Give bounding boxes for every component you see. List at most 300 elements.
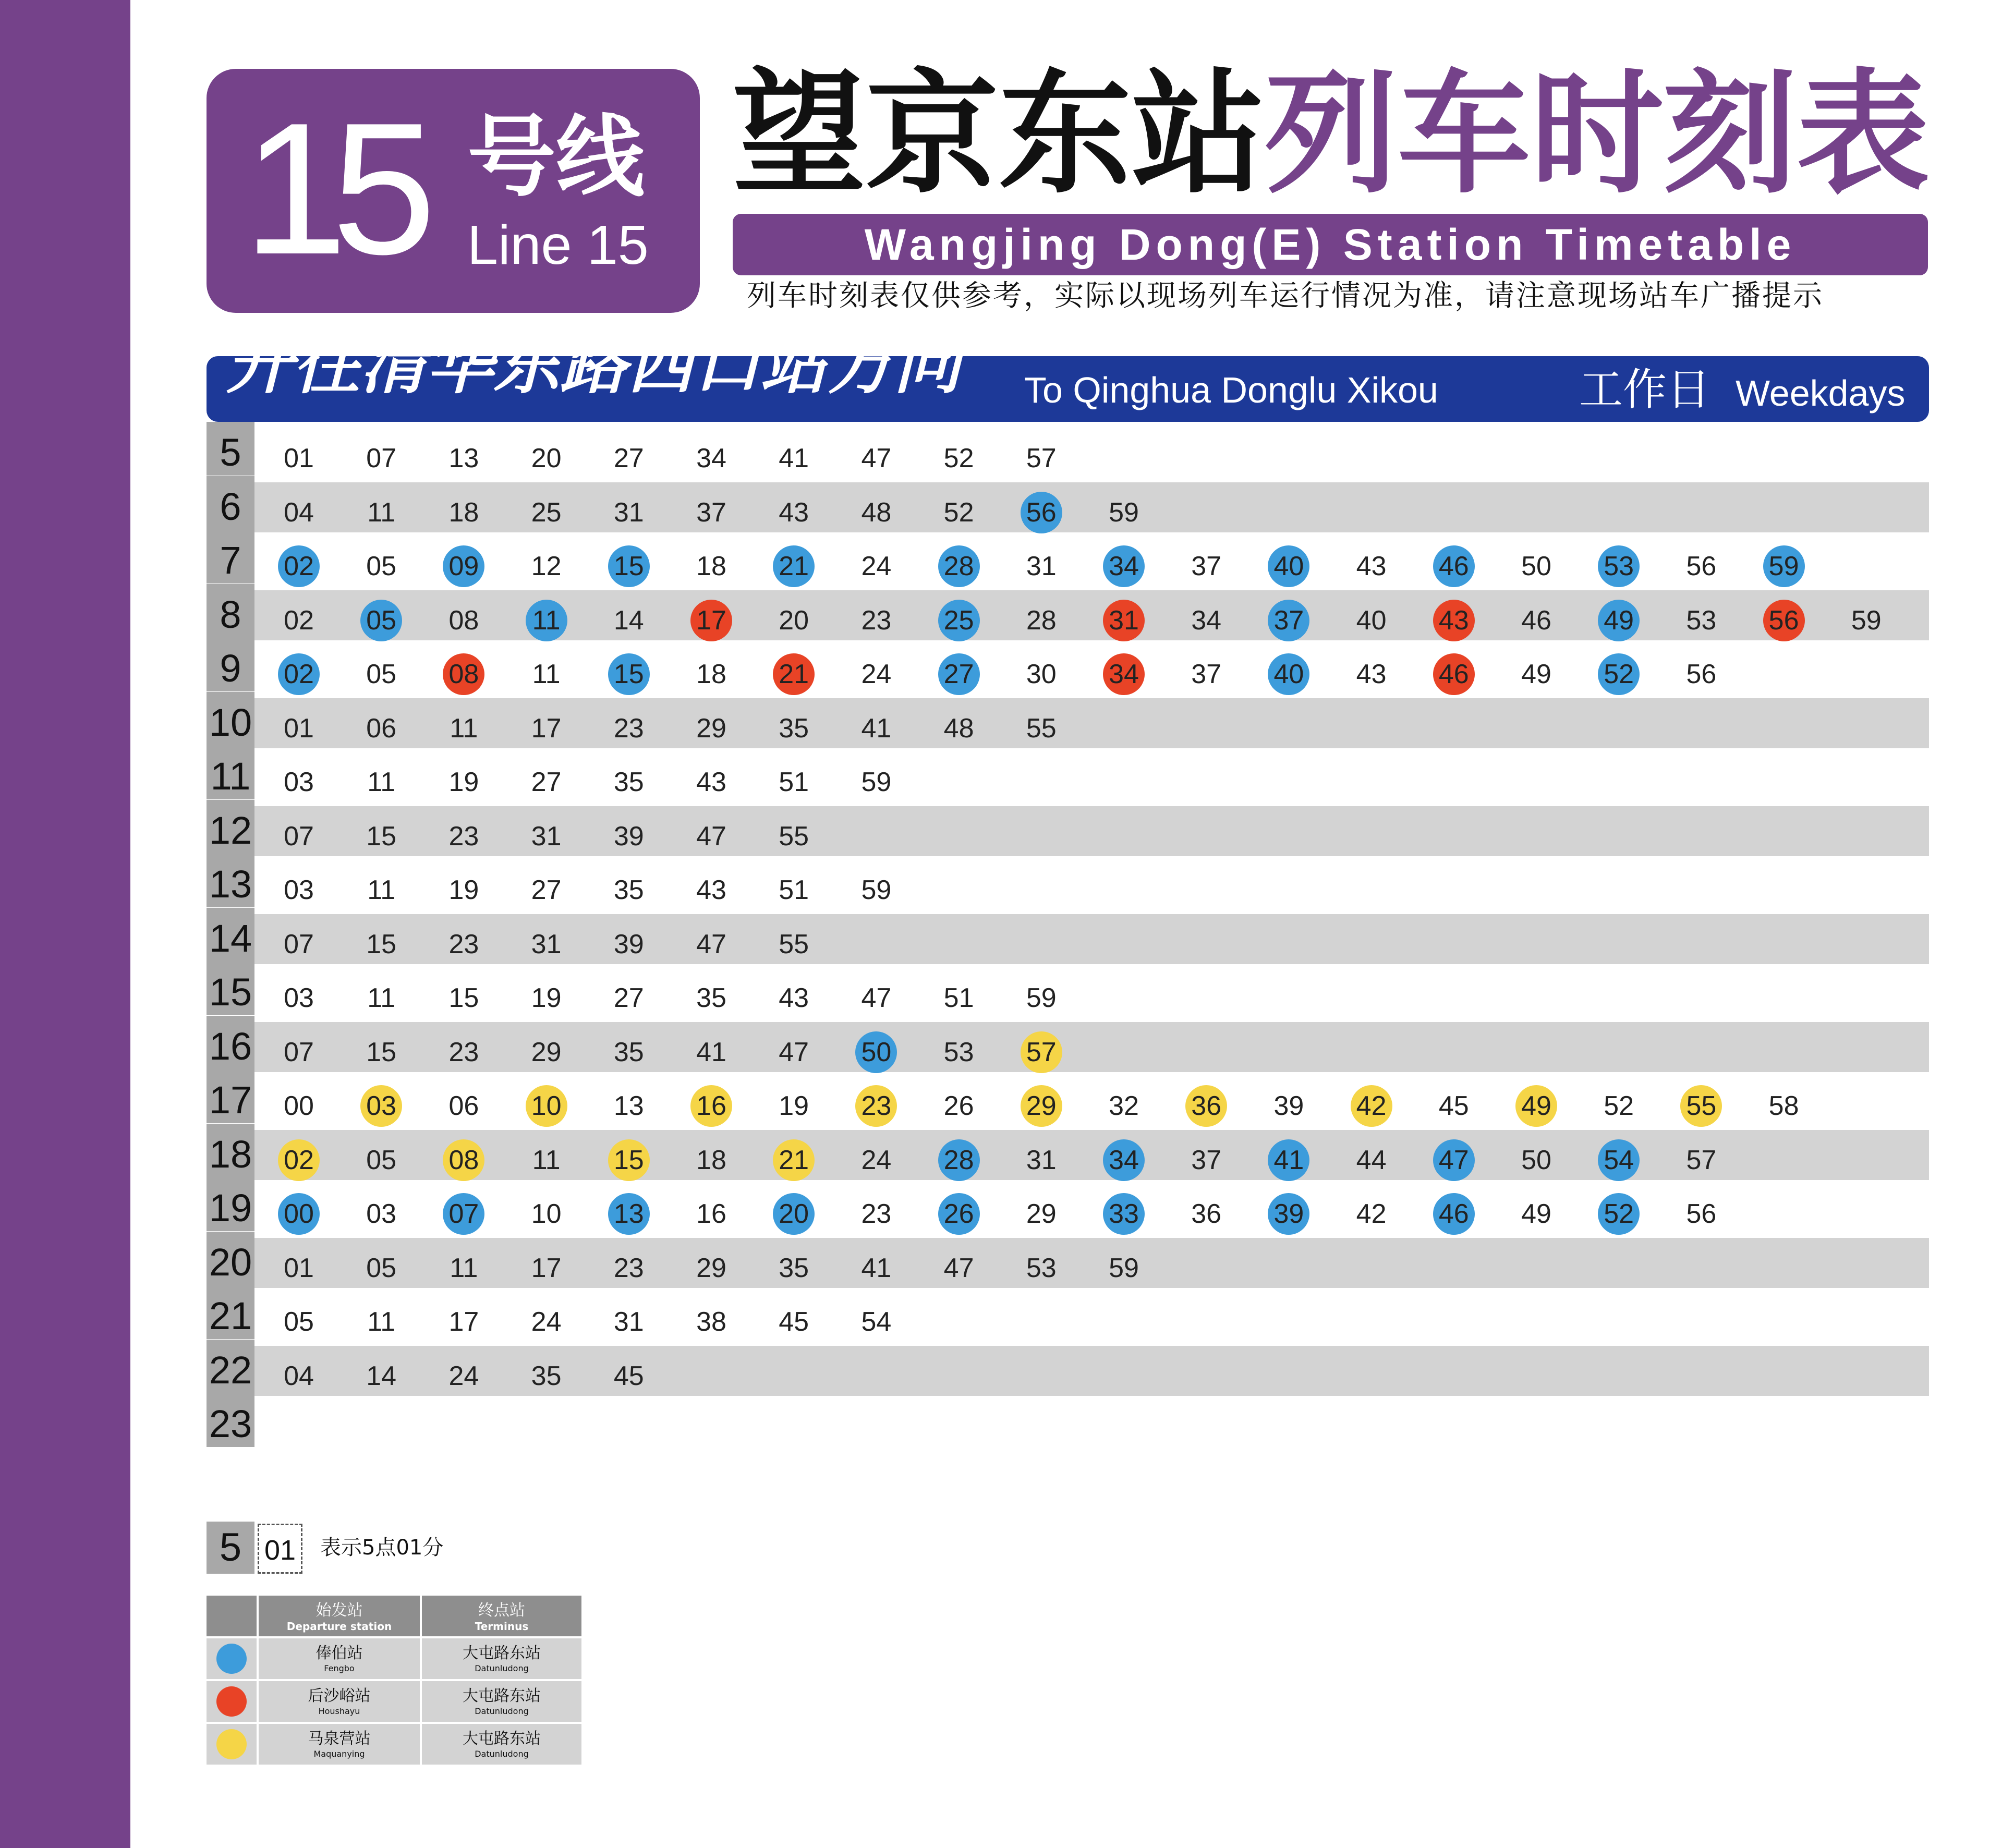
minute-red-marked: 46 bbox=[1433, 653, 1475, 695]
minute-cell: 11 bbox=[367, 983, 396, 1013]
minute-cell: 05 bbox=[284, 1307, 314, 1337]
minute-cell: 23 bbox=[861, 1199, 892, 1229]
minute-cell: 41 bbox=[779, 443, 809, 473]
day-type-cn: 工作日 bbox=[1579, 364, 1711, 415]
hour-cell: 22 bbox=[207, 1340, 254, 1393]
direction-bar bbox=[207, 325, 1929, 422]
minute-cell: 51 bbox=[779, 767, 809, 797]
timetable-row bbox=[207, 962, 1929, 1015]
minute-blue-marked: 52 bbox=[1598, 1193, 1640, 1235]
minute-cell: 47 bbox=[861, 443, 892, 473]
minute-yellow-marked: 23 bbox=[855, 1085, 897, 1127]
minute-cell: 39 bbox=[1273, 1091, 1304, 1121]
minute-blue-marked: 15 bbox=[608, 653, 650, 695]
timetable-row bbox=[207, 854, 1929, 907]
hour-cell: 11 bbox=[207, 746, 254, 799]
legend-header-marker bbox=[207, 1596, 257, 1636]
minute-cell: 08 bbox=[448, 605, 479, 636]
minute-cell: 51 bbox=[779, 875, 809, 905]
legend-header-terminus-cn: 终点站 bbox=[478, 1601, 525, 1620]
minute-cell: 50 bbox=[1521, 1145, 1551, 1175]
minute-cell: 47 bbox=[779, 1037, 809, 1067]
minute-red-marked: 56 bbox=[1763, 600, 1805, 641]
timetable-row bbox=[207, 746, 1929, 799]
minute-cell: 29 bbox=[696, 713, 726, 744]
minute-cell: 47 bbox=[943, 1253, 974, 1283]
minute-cell: 18 bbox=[696, 1145, 726, 1175]
minute-cell: 41 bbox=[861, 1253, 892, 1283]
minute-cell: 49 bbox=[1521, 659, 1551, 689]
hour-cell: 13 bbox=[207, 854, 254, 907]
minute-cell: 55 bbox=[779, 929, 809, 959]
minute-blue-marked: 33 bbox=[1103, 1193, 1145, 1235]
minute-yellow-marked: 15 bbox=[608, 1139, 650, 1181]
legend-row-departure bbox=[259, 1681, 420, 1722]
minute-cell: 31 bbox=[1026, 1145, 1057, 1175]
minute-cell: 19 bbox=[448, 875, 479, 905]
minute-cell: 35 bbox=[613, 1037, 644, 1067]
terminus-name-en: Datunludong bbox=[475, 1706, 529, 1716]
minute-cell: 31 bbox=[531, 821, 562, 852]
minute-red-marked: 08 bbox=[443, 653, 484, 695]
minute-cell: 11 bbox=[450, 713, 478, 744]
timetable-row bbox=[207, 584, 1929, 638]
hour-cell: 10 bbox=[207, 692, 254, 746]
hour-cell: 6 bbox=[207, 476, 254, 530]
minute-cell: 39 bbox=[613, 821, 644, 852]
hour-cell: 19 bbox=[207, 1177, 254, 1231]
minute-cell: 12 bbox=[531, 551, 562, 581]
minute-cell: 03 bbox=[366, 1199, 397, 1229]
minute-blue-marked: 02 bbox=[278, 545, 320, 587]
hour-cell: 18 bbox=[207, 1124, 254, 1177]
minute-blue-marked: 20 bbox=[773, 1193, 815, 1235]
minute-cell: 41 bbox=[696, 1037, 726, 1067]
minute-blue-marked: 11 bbox=[526, 600, 567, 641]
minute-cell: 38 bbox=[696, 1307, 726, 1337]
timetable-row bbox=[207, 476, 1929, 530]
minute-yellow-marked: 42 bbox=[1351, 1085, 1392, 1127]
departure-name-en: Maquanying bbox=[313, 1749, 365, 1759]
hour-cell: 14 bbox=[207, 908, 254, 962]
minute-cell: 03 bbox=[284, 983, 314, 1013]
minute-blue-marked: 40 bbox=[1268, 545, 1309, 587]
minute-cell: 17 bbox=[531, 713, 562, 744]
legend-header-departure-cn: 始发站 bbox=[316, 1601, 363, 1620]
minute-blue-marked: 05 bbox=[360, 600, 402, 641]
timetable-row bbox=[207, 530, 1929, 583]
minute-blue-marked: 09 bbox=[443, 545, 484, 587]
minute-cell: 23 bbox=[861, 605, 892, 636]
station-name-title: 望京东站 bbox=[733, 57, 1265, 212]
legend-row-marker bbox=[207, 1681, 257, 1722]
minute-cell: 14 bbox=[613, 605, 644, 636]
minute-blue-marked: 34 bbox=[1103, 1139, 1145, 1181]
minute-cell: 53 bbox=[943, 1037, 974, 1067]
minute-yellow-marked: 55 bbox=[1680, 1085, 1722, 1127]
minute-cell: 23 bbox=[613, 1253, 644, 1283]
minute-cell: 48 bbox=[861, 497, 892, 528]
timetable-row bbox=[207, 692, 1929, 746]
minute-cell: 35 bbox=[613, 767, 644, 797]
blue-circle-icon bbox=[216, 1644, 247, 1674]
minute-cell: 48 bbox=[943, 713, 974, 744]
departure-name-cn: 马泉营站 bbox=[308, 1730, 371, 1748]
reference-notice: 列车时刻表仅供参考，实际以现场列车运行情况为准，请注意现场站车广播提示 bbox=[747, 279, 1824, 313]
legend-header-terminus-en: Terminus bbox=[475, 1620, 529, 1633]
minute-cell: 59 bbox=[1026, 983, 1057, 1013]
minute-cell: 54 bbox=[861, 1307, 892, 1337]
minute-cell: 27 bbox=[531, 875, 562, 905]
minute-cell: 18 bbox=[448, 497, 479, 528]
minute-yellow-marked: 57 bbox=[1021, 1031, 1062, 1073]
minute-cell: 40 bbox=[1356, 605, 1387, 636]
hour-cell: 17 bbox=[207, 1069, 254, 1123]
minute-cell: 27 bbox=[613, 443, 644, 473]
yellow-circle-icon bbox=[216, 1729, 247, 1759]
legend-header-departure-en: Departure station bbox=[286, 1620, 392, 1633]
minute-cell: 35 bbox=[531, 1360, 562, 1391]
minute-cell: 43 bbox=[779, 983, 809, 1013]
timetable-row bbox=[207, 1393, 1929, 1447]
minute-cell: 56 bbox=[1686, 551, 1717, 581]
hour-cell: 8 bbox=[207, 584, 254, 638]
timetable-row bbox=[207, 1232, 1929, 1285]
timetable-row bbox=[207, 1016, 1929, 1069]
minute-cell: 23 bbox=[613, 713, 644, 744]
minute-cell: 18 bbox=[696, 551, 726, 581]
minute-cell: 45 bbox=[1438, 1091, 1469, 1121]
minute-cell: 17 bbox=[448, 1307, 479, 1337]
minute-cell: 56 bbox=[1686, 659, 1717, 689]
minute-cell: 05 bbox=[366, 1253, 397, 1283]
timetable-row bbox=[207, 1069, 1929, 1123]
minute-cell: 59 bbox=[1109, 1253, 1139, 1283]
minute-cell: 04 bbox=[284, 497, 314, 528]
timetable-row bbox=[207, 422, 1929, 476]
minute-cell: 00 bbox=[284, 1091, 314, 1121]
minute-blue-marked: 13 bbox=[608, 1193, 650, 1235]
minute-yellow-marked: 29 bbox=[1021, 1085, 1062, 1127]
minute-cell: 31 bbox=[1026, 551, 1057, 581]
minute-blue-marked: 52 bbox=[1598, 653, 1640, 695]
line-number: 15 bbox=[243, 84, 421, 294]
minute-cell: 43 bbox=[696, 767, 726, 797]
minute-cell: 16 bbox=[696, 1199, 726, 1229]
legend-row-marker bbox=[207, 1638, 257, 1679]
legend-row-terminus bbox=[422, 1724, 581, 1765]
minute-cell: 06 bbox=[366, 713, 397, 744]
timetable-row bbox=[207, 1177, 1929, 1231]
minute-cell: 19 bbox=[779, 1091, 809, 1121]
minute-cell: 57 bbox=[1026, 443, 1057, 473]
minute-blue-marked: 25 bbox=[938, 600, 980, 641]
minute-cell: 01 bbox=[284, 1253, 314, 1283]
legend-row-departure bbox=[259, 1638, 420, 1679]
left-color-strip bbox=[0, 0, 130, 1848]
minute-blue-marked: 56 bbox=[1021, 492, 1062, 533]
hour-cell: 5 bbox=[207, 422, 254, 476]
minute-cell: 24 bbox=[448, 1360, 479, 1391]
minute-cell: 55 bbox=[1026, 713, 1057, 744]
minute-blue-marked: 37 bbox=[1268, 600, 1309, 641]
sample-explanation: 表示5点01分 bbox=[320, 1536, 444, 1560]
minute-cell: 05 bbox=[366, 659, 397, 689]
minute-blue-marked: 40 bbox=[1268, 653, 1309, 695]
minute-cell: 47 bbox=[861, 983, 892, 1013]
english-title-bar: Wangjing Dong(E) Station Timetable bbox=[733, 214, 1928, 275]
minute-cell: 11 bbox=[367, 767, 396, 797]
legend-header-terminus bbox=[422, 1596, 581, 1636]
minute-blue-marked: 54 bbox=[1598, 1139, 1640, 1181]
red-circle-icon bbox=[216, 1686, 247, 1717]
timetable-grid bbox=[207, 422, 1929, 1448]
hour-cell: 21 bbox=[207, 1285, 254, 1339]
minute-yellow-marked: 21 bbox=[773, 1139, 815, 1181]
minute-cell: 45 bbox=[613, 1360, 644, 1391]
timetable-title: 列车时刻表 bbox=[1265, 57, 1930, 212]
minute-cell: 55 bbox=[779, 821, 809, 852]
legend-header-departure bbox=[259, 1596, 420, 1636]
line-badge bbox=[207, 69, 700, 313]
hour-cell: 15 bbox=[207, 962, 254, 1015]
minute-cell: 37 bbox=[1191, 659, 1222, 689]
minute-cell: 04 bbox=[284, 1360, 314, 1391]
timetable-row bbox=[207, 908, 1929, 962]
terminus-name-cn: 大屯路东站 bbox=[463, 1730, 541, 1748]
minute-red-marked: 17 bbox=[690, 600, 732, 641]
minute-cell: 34 bbox=[696, 443, 726, 473]
minute-cell: 47 bbox=[696, 929, 726, 959]
minute-cell: 59 bbox=[861, 767, 892, 797]
minute-blue-marked: 47 bbox=[1433, 1139, 1475, 1181]
minute-cell: 42 bbox=[1356, 1199, 1387, 1229]
minute-cell: 11 bbox=[532, 1145, 561, 1175]
minute-cell: 23 bbox=[448, 1037, 479, 1067]
minute-red-marked: 43 bbox=[1433, 600, 1475, 641]
minute-cell: 11 bbox=[450, 1253, 478, 1283]
minute-yellow-marked: 16 bbox=[690, 1085, 732, 1127]
hour-cell: 16 bbox=[207, 1016, 254, 1069]
minute-blue-marked: 00 bbox=[278, 1193, 320, 1235]
minute-cell: 07 bbox=[284, 821, 314, 852]
minute-cell: 23 bbox=[448, 929, 479, 959]
minute-cell: 43 bbox=[1356, 659, 1387, 689]
minute-cell: 49 bbox=[1521, 1199, 1551, 1229]
minute-cell: 35 bbox=[613, 875, 644, 905]
minute-cell: 01 bbox=[284, 713, 314, 744]
minute-cell: 17 bbox=[531, 1253, 562, 1283]
minute-cell: 37 bbox=[1191, 551, 1222, 581]
minute-cell: 36 bbox=[1191, 1199, 1222, 1229]
minute-cell: 35 bbox=[779, 713, 809, 744]
minute-cell: 13 bbox=[448, 443, 479, 473]
hour-cell: 9 bbox=[207, 638, 254, 691]
minute-cell: 05 bbox=[366, 551, 397, 581]
minute-blue-marked: 53 bbox=[1598, 545, 1640, 587]
minute-yellow-marked: 49 bbox=[1515, 1085, 1557, 1127]
timetable-row bbox=[207, 800, 1929, 854]
terminus-name-en: Datunludong bbox=[475, 1749, 529, 1759]
minute-cell: 15 bbox=[448, 983, 479, 1013]
minute-cell: 39 bbox=[613, 929, 644, 959]
minute-cell: 14 bbox=[366, 1360, 397, 1391]
minute-cell: 06 bbox=[448, 1091, 479, 1121]
minute-yellow-marked: 10 bbox=[526, 1085, 567, 1127]
legend-row-departure bbox=[259, 1724, 420, 1765]
minute-cell: 35 bbox=[779, 1253, 809, 1283]
minute-cell: 45 bbox=[779, 1307, 809, 1337]
minute-cell: 07 bbox=[284, 1037, 314, 1067]
legend-row-terminus bbox=[422, 1681, 581, 1722]
minute-cell: 57 bbox=[1686, 1145, 1717, 1175]
timetable-row bbox=[207, 638, 1929, 691]
minute-cell: 35 bbox=[696, 983, 726, 1013]
minute-cell: 29 bbox=[1026, 1199, 1057, 1229]
minute-cell: 52 bbox=[943, 443, 974, 473]
minute-red-marked: 34 bbox=[1103, 653, 1145, 695]
minute-cell: 46 bbox=[1521, 605, 1551, 636]
minute-cell: 47 bbox=[696, 821, 726, 852]
minute-cell: 27 bbox=[613, 983, 644, 1013]
minute-cell: 24 bbox=[861, 659, 892, 689]
minute-cell: 11 bbox=[367, 1307, 396, 1337]
minute-cell: 02 bbox=[284, 605, 314, 636]
minute-blue-marked: 21 bbox=[773, 545, 815, 587]
legend-row-terminus bbox=[422, 1638, 581, 1679]
minute-cell: 41 bbox=[861, 713, 892, 744]
minute-cell: 11 bbox=[532, 659, 561, 689]
terminus-name-en: Datunludong bbox=[475, 1663, 529, 1673]
minute-cell: 15 bbox=[366, 1037, 397, 1067]
minute-blue-marked: 46 bbox=[1433, 1193, 1475, 1235]
minute-blue-marked: 07 bbox=[443, 1193, 484, 1235]
minute-cell: 01 bbox=[284, 443, 314, 473]
minute-cell: 07 bbox=[284, 929, 314, 959]
minute-cell: 53 bbox=[1026, 1253, 1057, 1283]
origin-legend-table bbox=[207, 1596, 581, 1766]
day-type-en: Weekdays bbox=[1736, 373, 1906, 414]
minute-cell: 23 bbox=[448, 821, 479, 852]
minute-cell: 50 bbox=[1521, 551, 1551, 581]
minute-blue-marked: 02 bbox=[278, 653, 320, 695]
sample-hour-cell: 5 bbox=[207, 1522, 254, 1574]
minute-blue-marked: 28 bbox=[938, 545, 980, 587]
minute-cell: 59 bbox=[861, 875, 892, 905]
minute-cell: 11 bbox=[367, 497, 396, 528]
sample-minute-cell: 01 bbox=[258, 1524, 302, 1574]
minute-cell: 32 bbox=[1109, 1091, 1139, 1121]
minute-cell: 37 bbox=[1191, 1145, 1222, 1175]
hour-cell: 12 bbox=[207, 800, 254, 854]
minute-yellow-marked: 02 bbox=[278, 1139, 320, 1181]
minute-cell: 05 bbox=[366, 1145, 397, 1175]
hour-cell: 7 bbox=[207, 530, 254, 583]
minute-cell: 30 bbox=[1026, 659, 1057, 689]
minute-cell: 31 bbox=[613, 1307, 644, 1337]
minute-cell: 29 bbox=[531, 1037, 562, 1067]
minute-cell: 19 bbox=[531, 983, 562, 1013]
departure-name-en: Houshayu bbox=[318, 1706, 360, 1716]
minute-cell: 15 bbox=[366, 821, 397, 852]
hour-cell: 23 bbox=[207, 1393, 254, 1447]
minute-blue-marked: 27 bbox=[938, 653, 980, 695]
minute-cell: 43 bbox=[1356, 551, 1387, 581]
timetable-row bbox=[207, 1124, 1929, 1177]
minute-red-marked: 31 bbox=[1103, 600, 1145, 641]
minute-cell: 43 bbox=[696, 875, 726, 905]
minute-cell: 24 bbox=[531, 1307, 562, 1337]
minute-cell: 25 bbox=[531, 497, 562, 528]
minute-cell: 20 bbox=[531, 443, 562, 473]
minute-cell: 44 bbox=[1356, 1145, 1387, 1175]
minute-blue-marked: 41 bbox=[1268, 1139, 1309, 1181]
minute-cell: 31 bbox=[531, 929, 562, 959]
minute-cell: 28 bbox=[1026, 605, 1057, 636]
hour-cell: 20 bbox=[207, 1232, 254, 1285]
timetable-row bbox=[207, 1340, 1929, 1393]
minute-cell: 59 bbox=[1109, 497, 1139, 528]
minute-cell: 27 bbox=[531, 767, 562, 797]
minute-cell: 51 bbox=[943, 983, 974, 1013]
minute-cell: 19 bbox=[448, 767, 479, 797]
minute-blue-marked: 59 bbox=[1763, 545, 1805, 587]
minute-cell: 26 bbox=[943, 1091, 974, 1121]
minute-cell: 10 bbox=[531, 1199, 562, 1229]
departure-name-cn: 俸伯站 bbox=[316, 1644, 363, 1662]
minute-blue-marked: 26 bbox=[938, 1193, 980, 1235]
minute-blue-marked: 28 bbox=[938, 1139, 980, 1181]
minute-cell: 11 bbox=[367, 875, 396, 905]
terminus-name-cn: 大屯路东站 bbox=[463, 1687, 541, 1705]
minute-cell: 34 bbox=[1191, 605, 1222, 636]
terminus-name-cn: 大屯路东站 bbox=[463, 1644, 541, 1662]
direction-en: To Qinghua Donglu Xikou bbox=[1024, 370, 1438, 410]
direction-cn: 开往清华东路西口站方向 bbox=[226, 325, 961, 403]
minute-cell: 52 bbox=[943, 497, 974, 528]
legend-row-marker bbox=[207, 1724, 257, 1765]
minute-cell: 24 bbox=[861, 1145, 892, 1175]
minute-red-marked: 21 bbox=[773, 653, 815, 695]
departure-name-cn: 后沙峪站 bbox=[308, 1687, 371, 1705]
line-label-cn: 号线 bbox=[467, 106, 645, 209]
minute-cell: 24 bbox=[861, 551, 892, 581]
minute-yellow-marked: 03 bbox=[360, 1085, 402, 1127]
minute-yellow-marked: 08 bbox=[443, 1139, 484, 1181]
minute-cell: 37 bbox=[696, 497, 726, 528]
minute-cell: 20 bbox=[779, 605, 809, 636]
minute-cell: 03 bbox=[284, 767, 314, 797]
minute-cell: 15 bbox=[366, 929, 397, 959]
minute-cell: 31 bbox=[613, 497, 644, 528]
minute-blue-marked: 34 bbox=[1103, 545, 1145, 587]
minute-cell: 29 bbox=[696, 1253, 726, 1283]
minute-blue-marked: 50 bbox=[855, 1031, 897, 1073]
minute-cell: 59 bbox=[1851, 605, 1882, 636]
departure-name-en: Fengbo bbox=[324, 1663, 355, 1673]
minute-cell: 03 bbox=[284, 875, 314, 905]
minute-cell: 56 bbox=[1686, 1199, 1717, 1229]
minute-cell: 52 bbox=[1604, 1091, 1634, 1121]
minute-blue-marked: 15 bbox=[608, 545, 650, 587]
minute-cell: 07 bbox=[366, 443, 397, 473]
minute-yellow-marked: 36 bbox=[1185, 1085, 1227, 1127]
minute-cell: 43 bbox=[779, 497, 809, 528]
minute-blue-marked: 39 bbox=[1268, 1193, 1309, 1235]
minute-blue-marked: 49 bbox=[1598, 600, 1640, 641]
minute-blue-marked: 46 bbox=[1433, 545, 1475, 587]
timetable-row bbox=[207, 1285, 1929, 1339]
